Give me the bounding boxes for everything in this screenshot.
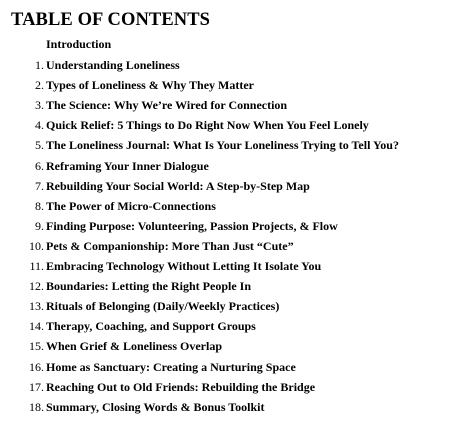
toc-entry [0,158,458,178]
toc-entry-title: Types of Loneliness & Why They Matter [46,78,255,93]
toc-entry-title: Reaching Out to Old Friends: Rebuilding the Bridge [46,379,316,394]
toc-entry [0,77,458,97]
toc-entry-title: Quick Relief: 5 Things to Do Right Now When You Feel Lonely [46,118,369,133]
toc-entry-number: 6. [35,158,44,173]
toc-entry-title: Home as Sanctuary: Creating a Nurturing Space [46,359,296,374]
toc-entry-number: 5. [35,138,44,153]
toc-entry-title: Rebuilding Your Social World: A Step-by-Step Map [46,178,310,193]
toc-entry [0,278,458,298]
toc-entry-number: 2. [35,78,44,93]
toc-entry-title: Pets & Companionship: More Than Just “Cute” [46,238,294,253]
toc-entry-number: 8. [35,198,44,213]
toc-entry-number: 9. [35,218,44,233]
toc-entry [0,359,458,379]
toc-entry-number: 15. [29,339,44,354]
toc-entry [0,57,458,77]
toc-entry [0,178,458,198]
toc-entry-title: Reframing Your Inner Dialogue [46,158,209,173]
toc-entry [0,338,458,358]
toc-entry [0,258,458,278]
toc-entry-number: 1. [35,58,44,72]
toc-entry-title: The Loneliness Journal: What Is Your Loneliness Trying to Tell You? [46,138,399,153]
toc-intro-entry: Introduction [46,37,112,51]
toc-entry [0,117,458,137]
toc-entry-number: 14. [29,319,44,334]
page-title: TABLE OF CONTENTS [11,10,211,30]
toc-entry [0,97,458,117]
toc-entry-title: Therapy, Coaching, and Support Groups [46,319,256,334]
toc-entry-title: Embracing Technology Without Letting It Isolate You [46,259,322,273]
toc-entry-number: 4. [35,118,44,133]
toc-entry [0,218,458,238]
toc-entry-number: 7. [35,178,44,193]
toc-entry-number: 13. [29,299,44,314]
toc-entry [0,298,458,318]
toc-entry-number: 10. [29,238,44,253]
toc-entry-number: 17. [29,379,44,394]
toc-entry-number: 3. [35,98,44,113]
toc-entry-number: 12. [29,279,44,294]
toc-entry-title: Understanding Loneliness [46,58,180,72]
toc-entry-number: 16. [29,359,44,374]
toc-entry-title: The Power of Micro-Connections [46,198,216,213]
toc-entry-title: Summary, Closing Words & Bonus Toolkit [46,399,265,414]
toc-entry [0,379,458,399]
toc-entry [0,238,458,258]
toc-entry [0,198,458,218]
toc-entry-title: When Grief & Loneliness Overlap [46,339,222,354]
toc-entry [0,399,458,419]
toc-entry-title: The Science: Why We’re Wired for Connection [46,98,288,113]
toc-entry [0,318,458,338]
toc-entry-title: Boundaries: Letting the Right People In [46,279,252,294]
toc-entry-number: 18. [29,399,44,414]
toc-entry-title: Rituals of Belonging (Daily/Weekly Practices) [46,299,280,314]
toc-entry-number: 11. [29,259,44,273]
toc-entry [0,137,458,157]
toc-entry-title: Finding Purpose: Volunteering, Passion Projects, & Flow [46,218,338,233]
